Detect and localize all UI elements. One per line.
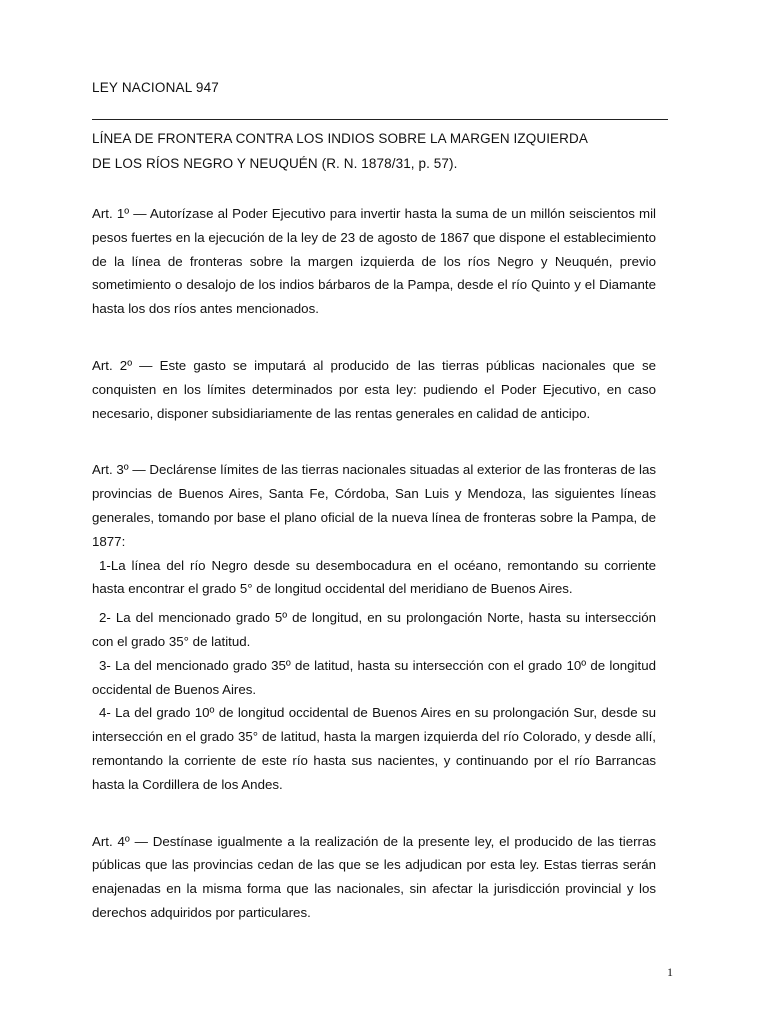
- law-title: [92, 126, 668, 176]
- article-3-item-1: 1-La línea del río Negro desde su desembocadura en el océano, remontando su corriente hasta encontrar el grado 5° de longitud occidental del meridiano de Buenos Aires.: [92, 557, 656, 597]
- article-1: Art. 1º — Autorízase al Poder Ejecutivo para invertir hasta la suma de un millón seiscientos mil pesos fuertes en la ejecución de la ley de 23 de agosto de 1867 que dispone el establecimiento de la línea de fronteras sobre la margen izquierda de los ríos Negro y Neuquén, previo sometimiento o desalojo de los indios bárbaros de la Pampa, desde el río Quinto y el Diamante hasta los dos ríos antes mencionados.: [92, 206, 656, 317]
- article-3: Art. 3º — Declárense límites de las tierras nacionales situadas al exterior de las fronteras de las provincias de Buenos Aires, Santa Fe, Córdoba, San Luis y Mendoza, las siguientes líneas generales, tomando por base el plano oficial de la nueva línea de fronteras sobre la Pampa, de 1877:: [92, 462, 656, 549]
- article-3-item-2: 2- La del mencionado grado 5º de longitud, en su prolongación Norte, hasta su intersección con el grado 35° de latitud.: [92, 610, 656, 649]
- page-number: 1: [667, 965, 673, 979]
- law-number-heading: LEY NACIONAL 947: [92, 80, 220, 95]
- law-title-line-1: LÍNEA DE FRONTERA CONTRA LOS INDIOS SOBRE LA MARGEN IZQUIERDA: [92, 131, 588, 146]
- article-2: Art. 2º — Este gasto se imputará al producido de las tierras públicas nacionales que se conquisten en los límites determinados por esta ley: pudiendo el Poder Ejecutivo, en caso necesario, disponer subsidiariamente de las rentas generales en calidad de anticipo.: [92, 357, 656, 421]
- article-3-item-4: 4- La del grado 10º de longitud occidental de Buenos Aires en su prolongación Sur, desde su intersección en el grado 35° de latitud, hasta la margen izquierda del río Colorado, y desde allí, remontando la corriente de este río hasta sus nacientes, y continuando por el río Barrancas hasta la Cordillera de los Andes.: [92, 705, 656, 792]
- article-3-item-3: 3- La del mencionado grado 35º de latitud, hasta su intersección con el grado 10º de longitud occidental de Buenos Aires.: [92, 657, 656, 697]
- law-body: [92, 202, 656, 958]
- article-4: Art. 4º — Destínase igualmente a la realización de la presente ley, el producido de las tierras públicas que las provincias cedan de las que se les adjudican por esta ley. Estas tierras serán enajenadas en la misma forma que las nacionales, sin afectar la jurisdicción provincial y los derechos adquiridos por particulares.: [92, 833, 656, 920]
- heading-divider: [92, 119, 668, 120]
- law-title-line-2: DE LOS RÍOS NEGRO Y NEUQUÉN (R. N. 1878/31, p. 57).: [92, 156, 458, 171]
